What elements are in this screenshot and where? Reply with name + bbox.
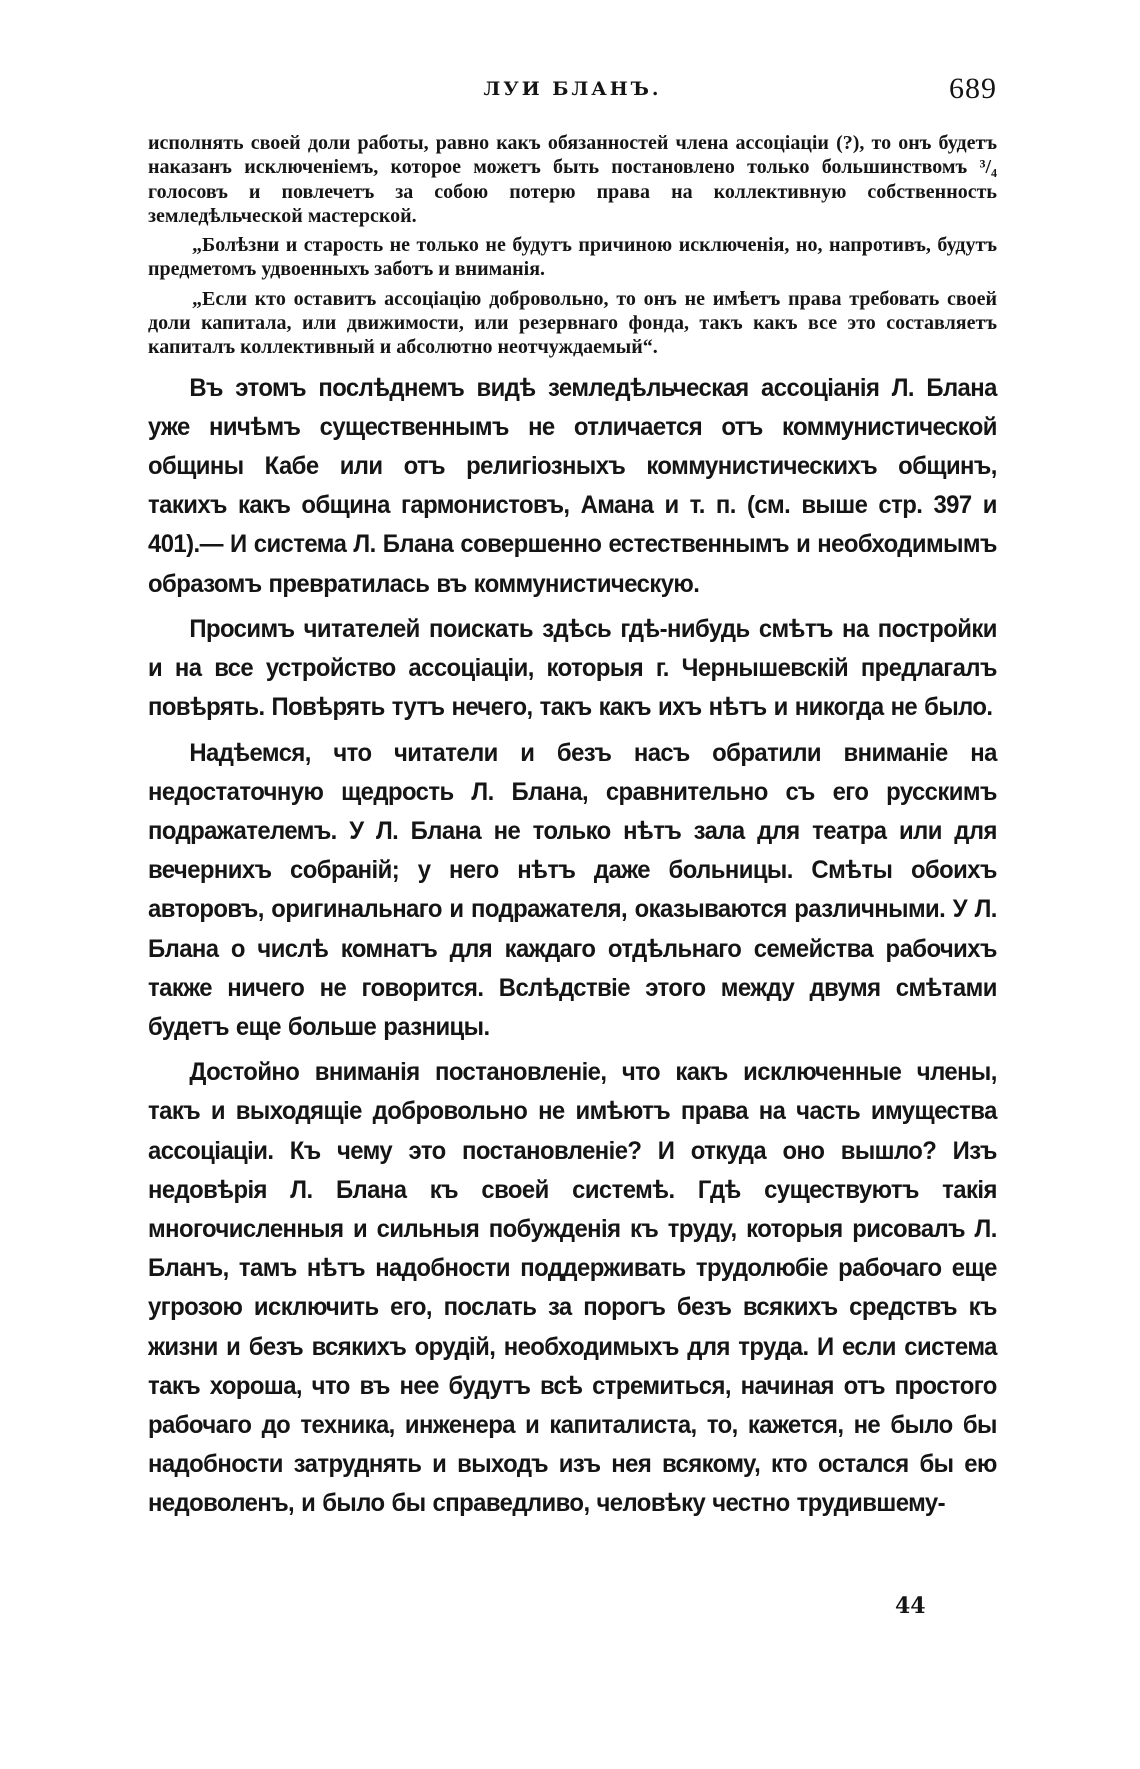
page-number: 689 [949, 72, 997, 105]
running-head [148, 72, 997, 118]
paragraph: Просимъ читателей поискать здѣсь гдѣ-нибудь смѣтъ на постройки и на все устройство ассоціаціи, которыя г. Чернышевскій предлагалъ повѣрять. Повѣрять тутъ нечего, такъ какъ ихъ нѣтъ и никогда не было. [148, 614, 997, 722]
running-title: ЛУИ БЛАНЪ. [483, 78, 662, 100]
signature-mark: 44 [895, 1593, 926, 1619]
body-text [148, 131, 997, 1524]
paragraph: Надѣемся, что читатели и безъ насъ обратили вниманіе на недостаточную щедрость Л. Блана, сравнительно съ его русскимъ подражателемъ. У Л. Блана не только нѣтъ зала для театра или для вечернихъ собраній; у него нѣтъ даже больницы. Смѣты обоихъ авторовъ, оригинальнаго и подражателя, оказываются различными. У Л. Блана о числѣ комнатъ для каждаго отдѣльнаго семейства рабочихъ также ничего не говорится. Вслѣдствіе этого между двумя смѣтами будетъ еще больше разницы. [148, 738, 997, 1041]
quoted-paragraph: исполнять своей доли работы, равно какъ обязанностей члена ассоціаціи (?), то онъ будетъ наказанъ исключеніемъ, которое можетъ быть постановлено только большинствомъ ³/₄ голосовъ и повлечетъ за собою потерю права на коллективную собственность земледѣльческой мастерской. [148, 132, 997, 227]
quoted-paragraph: „Болѣзни и старость не только не будутъ причиною исключенія, но, напротивъ, будутъ предметомъ удвоенныхъ заботъ и вниманія. [148, 234, 997, 281]
paragraph: Достойно вниманія постановленіе, что какъ исключенные члены, такъ и выходящіе добровольно не имѣютъ права на часть имущества ассоціаціи. Къ чему это постановленіе? И откуда оно вышло? Изъ недовѣрія Л. Блана къ своей системѣ. Гдѣ существуютъ такія многочисленныя и сильныя побужденія къ труду, которыя рисовалъ Л. Бланъ, тамъ нѣтъ надобности поддерживать трудолюбіе рабочаго еще угрозою исключить его, послать за порогъ безъ всякихъ средствъ къ жизни и безъ всякихъ орудій, необходимыхъ для труда. И если система такъ хороша, что въ нее будутъ всѣ стремиться, начиная отъ простого рабочаго до техника, инженера и капиталиста, то, кажется, не было бы надобности затруднять и выходъ изъ нея всякому, кто остался бы ею недоволенъ, и было бы справедливо, человѣку честно трудившему- [148, 1058, 997, 1518]
paragraph: Въ этомъ послѣднемъ видѣ земледѣльческая ассоціанія Л. Блана уже ничѣмъ существеннымъ не отличается отъ коммунистической общины Кабе или отъ религіозныхъ коммунистическихъ общинъ, такихъ какъ община гармонистовъ, Амана и т. п. (см. выше стр. 397 и 401).— И система Л. Блана совершенно естественнымъ и необходимымъ образомъ превратилась въ коммунистическую. [148, 373, 997, 598]
quoted-paragraph: „Если кто оставитъ ассоціацію добровольно, то онъ не имѣетъ права требовать своей доли капитала, или движимости, или резервнаго фонда, такъ какъ все это составляетъ капиталъ коллективный и абсолютно неотчуждаемый“. [148, 287, 997, 359]
